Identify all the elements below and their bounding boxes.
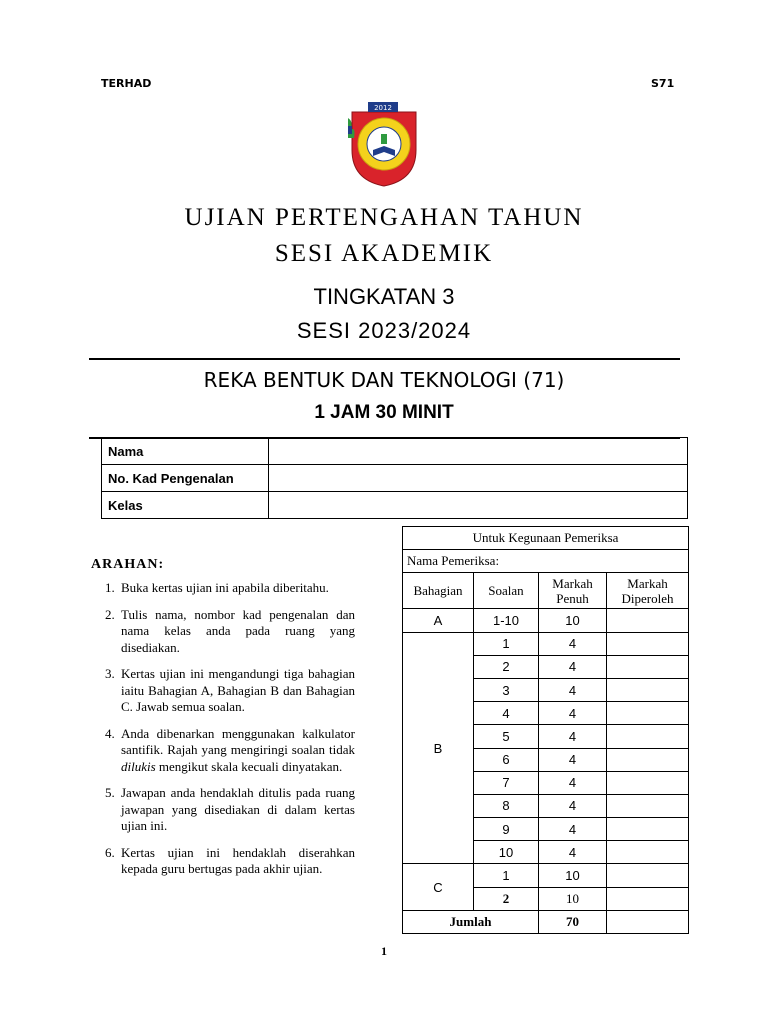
question-number: 7 <box>474 771 539 794</box>
total-label: Jumlah <box>403 910 539 933</box>
obtained-marks-cell[interactable] <box>607 864 689 887</box>
obtained-marks-cell[interactable] <box>607 887 689 910</box>
full-marks: 10 <box>539 864 607 887</box>
full-marks: 4 <box>539 748 607 771</box>
question-number: 10 <box>474 841 539 864</box>
question-number: 8 <box>474 794 539 817</box>
obtained-marks-cell[interactable] <box>607 794 689 817</box>
paper-code: S71 <box>651 77 675 90</box>
total-full-marks: 70 <box>539 910 607 933</box>
school-crest-icon <box>346 100 422 188</box>
header-section: Bahagian <box>403 573 474 609</box>
obtained-marks-cell[interactable] <box>607 818 689 841</box>
header-obtained-marks: Markah Diperoleh <box>607 573 689 609</box>
obtained-marks-cell[interactable] <box>607 678 689 701</box>
obtained-marks-cell[interactable] <box>607 841 689 864</box>
question-number: 1 <box>474 632 539 655</box>
question-number: 2 <box>474 655 539 678</box>
full-marks: 4 <box>539 632 607 655</box>
form-level: TINGKATAN 3 <box>313 284 455 309</box>
full-marks: 4 <box>539 794 607 817</box>
instruction-item <box>105 580 355 597</box>
instruction-number: 6. <box>105 844 115 860</box>
question-number: 3 <box>474 678 539 701</box>
obtained-marks-cell[interactable] <box>607 725 689 748</box>
ic-field[interactable] <box>269 465 688 492</box>
instructions-list <box>105 580 355 888</box>
obtained-marks-cell[interactable] <box>607 655 689 678</box>
name-field[interactable] <box>269 438 688 465</box>
examiner-name-row <box>403 550 689 573</box>
table-row <box>403 632 689 655</box>
table-row <box>403 864 689 887</box>
class-label: Kelas <box>102 492 269 519</box>
question-number: 1 <box>474 864 539 887</box>
exam-duration: 1 JAM 30 MINIT <box>314 402 454 423</box>
obtained-marks-cell[interactable] <box>607 609 689 632</box>
full-marks: 4 <box>539 841 607 864</box>
question-number: 1-10 <box>474 609 539 632</box>
obtained-marks-cell[interactable] <box>607 702 689 725</box>
instruction-text: Jawapan anda hendaklah ditulis pada ruang jawapan yang disediakan di dalam kertas ujian ini. <box>121 785 355 833</box>
question-number: 9 <box>474 818 539 841</box>
total-obtained-cell[interactable] <box>607 910 689 933</box>
full-marks: 4 <box>539 725 607 748</box>
exam-subtitle: SESI AKADEMIK <box>274 240 494 267</box>
instruction-item <box>105 785 355 835</box>
instruction-number: 3. <box>105 666 115 681</box>
instruction-text: Kertas ujian ini mengandungi tiga bahagian iaitu Bahagian A, Bahagian B dan Bahagian C. Jawab semua soalan. <box>121 666 355 714</box>
classification-label: TERHAD <box>101 77 152 90</box>
instruction-item <box>105 726 355 776</box>
page-number: 1 <box>381 944 387 958</box>
section-c-label: C <box>403 864 474 910</box>
full-marks: 4 <box>539 702 607 725</box>
instruction-number: 5. <box>105 785 115 800</box>
instruction-number: 2. <box>105 606 115 622</box>
question-number: 6 <box>474 748 539 771</box>
session: SESI 2023/2024 <box>296 318 472 343</box>
divider-top <box>89 358 680 360</box>
ic-label: No. Kad Pengenalan <box>102 465 269 492</box>
question-number: 2 <box>474 887 539 910</box>
subject-name: REKA BENTUK DAN TEKNOLOGI (71) <box>203 368 565 392</box>
examiner-title: Untuk Kegunaan Pemeriksa <box>403 527 689 550</box>
school-logo <box>346 100 422 188</box>
section-a-label: A <box>403 609 474 632</box>
instruction-text: Tulis nama, nombor kad pengenalan dan nama kelas anda pada ruang yang disediakan. <box>121 606 355 655</box>
instructions-title: ARAHAN: <box>91 557 165 572</box>
student-info-row <box>102 465 688 492</box>
exam-title: UJIAN PERTENGAHAN TAHUN <box>184 204 584 231</box>
table-row <box>403 609 689 632</box>
instruction-text: mengikut skala kecuali dinyatakan. <box>155 758 343 774</box>
student-info-table <box>101 437 688 519</box>
instruction-item <box>105 845 355 878</box>
obtained-marks-cell[interactable] <box>607 632 689 655</box>
instruction-text-italic: dilukis <box>121 758 156 774</box>
examiner-header-row <box>403 573 689 609</box>
question-number: 4 <box>474 702 539 725</box>
examiner-name-label[interactable]: Nama Pemeriksa: <box>403 550 689 573</box>
full-marks: 10 <box>539 887 607 910</box>
instruction-item <box>105 666 355 716</box>
instruction-item <box>105 607 355 657</box>
student-info-row <box>102 492 688 519</box>
header-question: Soalan <box>474 573 539 609</box>
instruction-number: 1. <box>105 580 115 595</box>
instruction-text: Buka kertas ujian ini apabila diberitahu. <box>121 580 329 595</box>
instruction-text: Kertas ujian ini hendaklah diserahkan kepada guru bertugas pada akhir ujian. <box>121 844 355 876</box>
student-info-row <box>102 438 688 465</box>
full-marks: 4 <box>539 655 607 678</box>
instruction-text: Anda dibenarkan menggunakan kalkulator santifik. Rajah yang mengiringi soalan tidak <box>121 725 355 757</box>
full-marks: 4 <box>539 771 607 794</box>
obtained-marks-cell[interactable] <box>607 748 689 771</box>
obtained-marks-cell[interactable] <box>607 771 689 794</box>
header-full-marks: Markah Penuh <box>539 573 607 609</box>
name-label: Nama <box>102 438 269 465</box>
logo-year: 2012 <box>374 104 392 112</box>
question-number: 5 <box>474 725 539 748</box>
class-field[interactable] <box>269 492 688 519</box>
full-marks: 4 <box>539 818 607 841</box>
instruction-number: 4. <box>105 725 115 741</box>
examiner-title-row <box>403 527 689 550</box>
section-b-label: B <box>403 632 474 864</box>
full-marks: 10 <box>539 609 607 632</box>
full-marks: 4 <box>539 678 607 701</box>
examiner-table <box>402 526 689 934</box>
total-row <box>403 910 689 933</box>
